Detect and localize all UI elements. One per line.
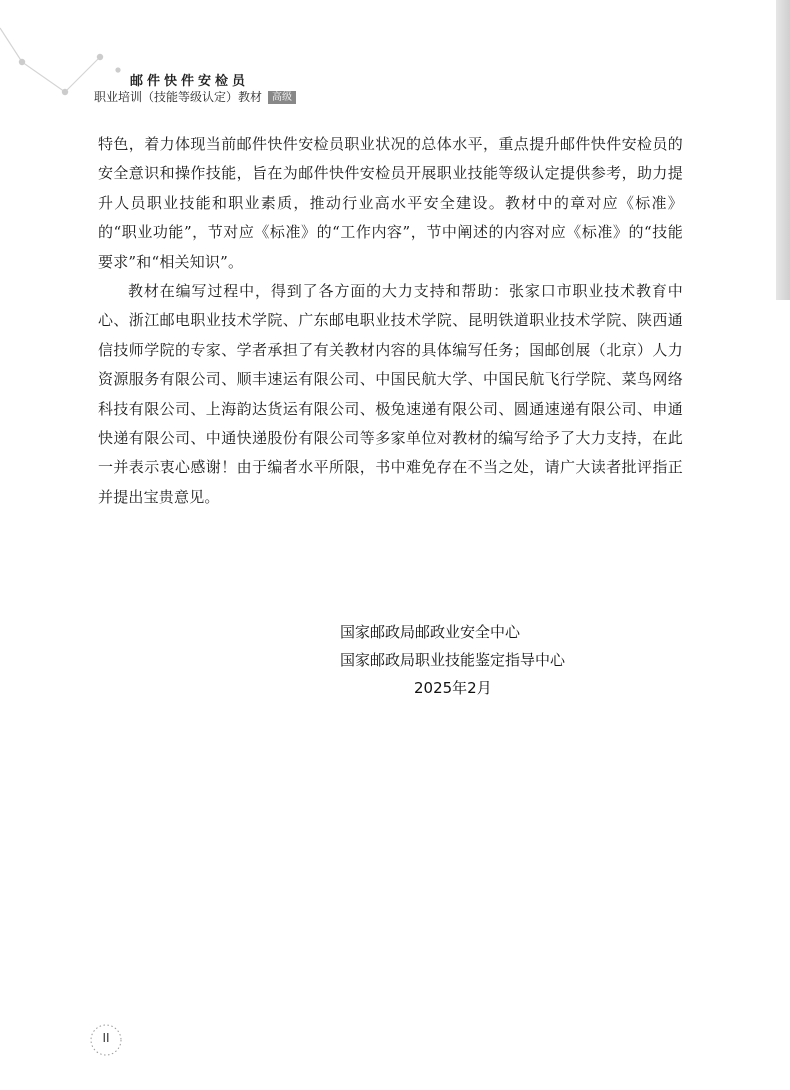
signature-date: 2025年2月 <box>414 679 492 697</box>
signature-org-1: 国家邮政局邮政业安全中心 <box>340 623 521 641</box>
side-tab-decoration <box>776 0 790 300</box>
book-title: 邮件快件安检员 <box>130 74 250 89</box>
level-badge: 高级 <box>268 91 296 104</box>
page-number <box>88 1022 124 1058</box>
paragraph-acknowledgements: 教材在编写过程中，得到了各方面的大力支持和帮助：张家口市职业技术教育中心、浙江邮电职业技术学院、广东邮电职业技术学院、昆明铁道职业技术学院、陕西通信技师学院的专家、学者承担了有关教材内容的具体编写任务；国邮创展（北京）人力资源服务有限公司、顺丰速运有限公司、中国民航大学、中国民航飞行学院、菜鸟网络科技有限公司、上海韵达货运有限公司、极兔速递有限公司、圆通速递有限公司、申通快递有限公司、中通快递股份有限公司等多家单位对教材的编写给予了大力支持，在此一并表示衷心感谢！由于编者水平所限，书中难免存在不当之处，请广大读者批评指正并提出宝贵意见。 <box>98 282 683 506</box>
signature-block <box>340 618 600 702</box>
paragraph-continuation: 特色，着力体现当前邮件快件安检员职业状况的总体水平，重点提升邮件快件安检员的安全意识和操作技能，旨在为邮件快件安检员开展职业技能等级认定提供参考，助力提升人员职业技能和职业素质，推动行业高水平安全建设。教材中的章对应《标准》的“职业功能”，节对应《标准》的“工作内容”，节中阐述的内容对应《标准》的“技能要求”和“相关知识”。 <box>98 135 683 271</box>
signature-org-2: 国家邮政局职业技能鉴定指导中心 <box>340 651 566 669</box>
book-subtitle-text: 职业培训（技能等级认定）教材 <box>94 90 263 104</box>
book-subtitle <box>94 88 296 105</box>
body-text <box>98 130 683 512</box>
page-number-text: II <box>102 1031 110 1045</box>
